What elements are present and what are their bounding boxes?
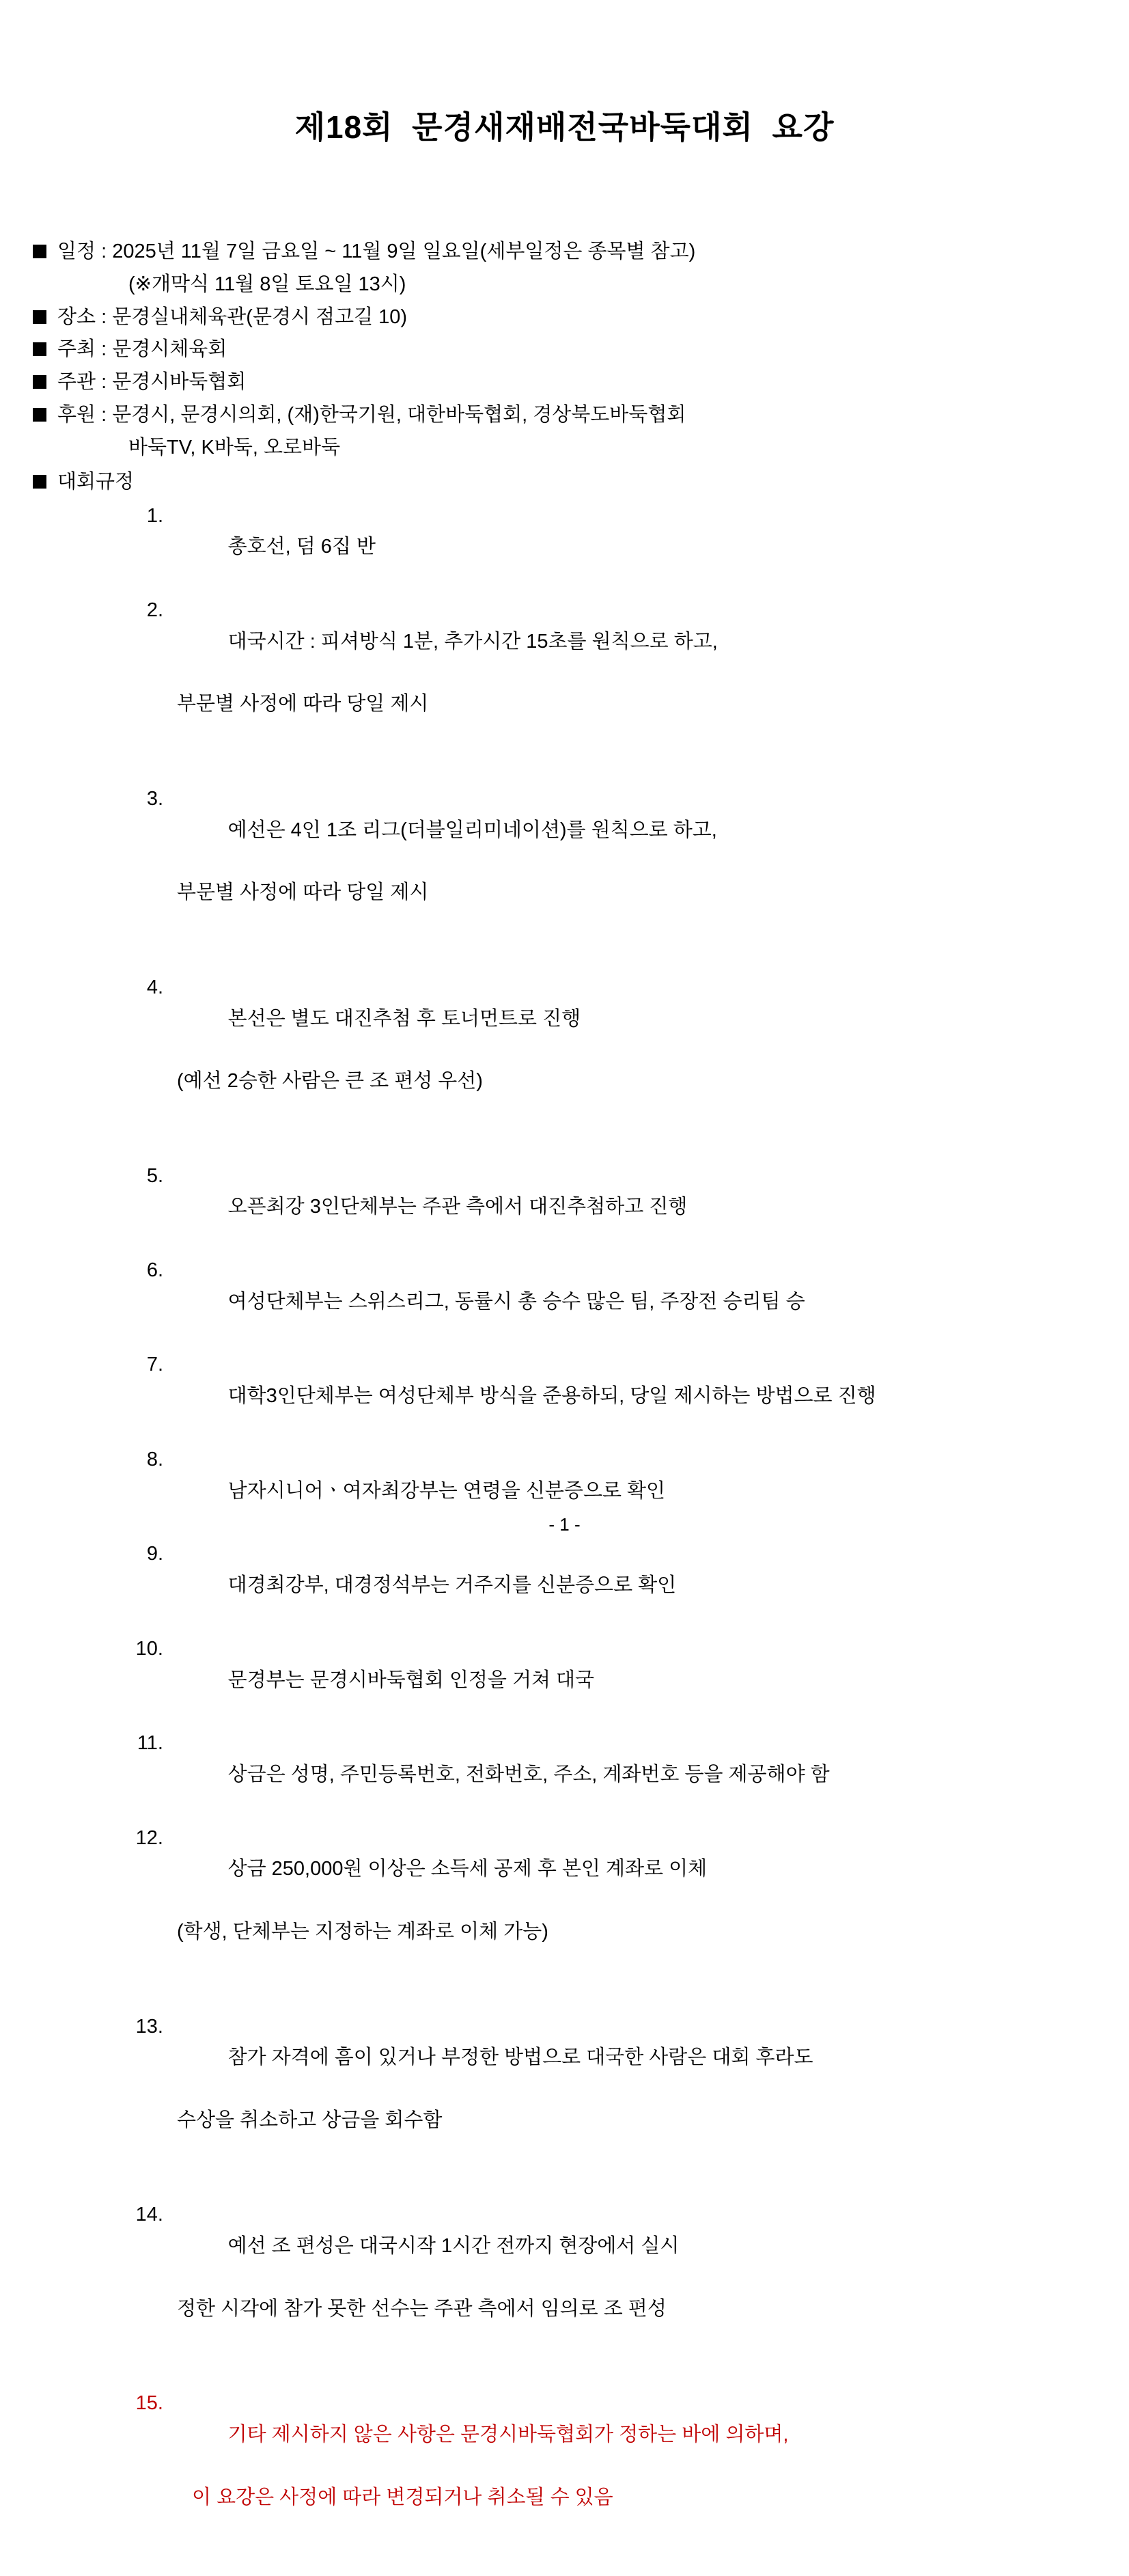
rule-line-2: 수상을 취소하고 상금을 회수함 bbox=[173, 2105, 813, 2137]
rule-number: 11. bbox=[125, 1728, 163, 1759]
rule-line-1: 대경최강부, 대경정석부는 거주지를 신분증으로 확인 bbox=[228, 1574, 677, 1596]
info-item-venue-text: 장소 : 문경실내체육관(문경시 점고길 10) bbox=[57, 302, 407, 333]
rules-heading-text: 대회규정 bbox=[57, 467, 134, 498]
list-item bbox=[125, 784, 1129, 972]
rule-line-1: 예선 조 편성은 대국시작 1시간 전까지 현장에서 실시 bbox=[228, 2235, 680, 2257]
rule-text bbox=[173, 972, 581, 1160]
rule-line-1: 상금은 성명, 주민등록번호, 전화번호, 주소, 계좌번호 등을 제공해야 함 bbox=[228, 1764, 830, 1785]
rule-text bbox=[173, 1255, 805, 1349]
rule-number: 13. bbox=[125, 2012, 163, 2043]
rule-line-2: (학생, 단체부는 지정하는 계좌로 이체 가능) bbox=[173, 1917, 707, 1948]
rule-text bbox=[173, 1728, 830, 1822]
rule-number: 7. bbox=[125, 1349, 163, 1381]
rule-number: 5. bbox=[125, 1161, 163, 1192]
rule-text bbox=[173, 1161, 687, 1255]
rule-number: 15. bbox=[125, 2388, 163, 2420]
rule-line-1: 기타 제시하지 않은 사항은 문경시바둑협회가 정하는 바에 의하며, bbox=[228, 2424, 789, 2445]
list-item bbox=[125, 501, 1129, 594]
square-bullet-icon bbox=[33, 475, 46, 489]
square-bullet-icon bbox=[33, 408, 46, 422]
list-item bbox=[125, 972, 1129, 1160]
rule-number: 4. bbox=[125, 972, 163, 1004]
info-item-host-text: 주최 : 문경시체육회 bbox=[57, 334, 227, 366]
info-item-schedule-subtext: (※개막식 11월 8일 토요일 13시) bbox=[33, 269, 1129, 301]
square-bullet-icon bbox=[33, 375, 46, 389]
rule-line-1: 문경부는 문경시바둑협회 인정을 거쳐 대국 bbox=[228, 1669, 594, 1691]
info-item-schedule bbox=[33, 236, 1129, 268]
square-bullet-icon bbox=[33, 342, 46, 356]
rule-line-1: 상금 250,000원 이상은 소득세 공제 후 본인 계좌로 이체 bbox=[228, 1858, 708, 1880]
rule-line-2: 이 요강은 사정에 따라 변경되거나 취소될 수 있음 bbox=[173, 2482, 788, 2514]
rule-line-1: 총호선, 덤 6집 반 bbox=[228, 536, 376, 558]
list-item bbox=[125, 1634, 1129, 1727]
square-bullet-icon bbox=[33, 245, 46, 258]
document-body bbox=[0, 236, 1129, 2576]
rule-text bbox=[173, 595, 718, 783]
info-item-organizer-text: 주관 : 문경시바둑협회 bbox=[57, 367, 246, 398]
rule-number: 14. bbox=[125, 2200, 163, 2231]
info-item-organizer bbox=[33, 367, 1129, 398]
rule-line-1: 대국시간 : 피셔방식 1분, 추가시간 15초를 원칙으로 하고, bbox=[228, 631, 718, 653]
rule-text bbox=[173, 1823, 707, 2011]
list-item bbox=[125, 2200, 1129, 2387]
rule-line-1: 본선은 별도 대진추첨 후 토너먼트로 진행 bbox=[228, 1008, 581, 1030]
rule-number: 1. bbox=[125, 501, 163, 532]
rule-line-2: 정한 시각에 참가 못한 선수는 주관 측에서 임의로 조 편성 bbox=[173, 2294, 679, 2325]
list-item bbox=[125, 1539, 1129, 1632]
rule-text bbox=[173, 2200, 679, 2387]
rule-number: 6. bbox=[125, 1255, 163, 1287]
list-item bbox=[125, 2012, 1129, 2200]
rule-text bbox=[173, 1349, 876, 1443]
info-item-sponsor bbox=[33, 400, 1129, 431]
info-item-host bbox=[33, 334, 1129, 366]
rule-number: 3. bbox=[125, 784, 163, 815]
info-item-venue bbox=[33, 302, 1129, 333]
info-item-sponsor-subtext: 바둑TV, K바둑, 오로바둑 bbox=[33, 433, 1129, 464]
rule-line-1: 여성단체부는 스위스리그, 동률시 총 승수 많은 팀, 주장전 승리팀 승 bbox=[228, 1291, 805, 1313]
rule-text bbox=[173, 2012, 813, 2200]
rule-line-2: 부문별 사정에 따라 당일 제시 bbox=[173, 689, 718, 720]
rule-line-2: 부문별 사정에 따라 당일 제시 bbox=[173, 877, 717, 909]
rule-line-1: 오픈최강 3인단체부는 주관 측에서 대진추첨하고 진행 bbox=[228, 1196, 688, 1218]
rule-line-1: 남자시니어ㆍ여자최강부는 연령을 신분증으로 확인 bbox=[228, 1480, 665, 1502]
list-item bbox=[125, 1161, 1129, 1255]
list-item bbox=[125, 1349, 1129, 1443]
rules-list bbox=[33, 501, 1129, 2576]
list-item bbox=[125, 1255, 1129, 1349]
list-item bbox=[125, 1728, 1129, 1822]
square-bullet-icon bbox=[33, 310, 46, 324]
rule-line-1: 대학3인단체부는 여성단체부 방식을 준용하되, 당일 제시하는 방법으로 진행 bbox=[228, 1385, 876, 1407]
info-item-schedule-text: 일정 : 2025년 11월 7일 금요일 ~ 11월 9일 일요일(세부일정은 종목별 참고) bbox=[57, 236, 695, 268]
rule-number: 2. bbox=[125, 595, 163, 627]
rule-line-2: (예선 2승한 사람은 큰 조 편성 우선) bbox=[173, 1066, 581, 1097]
list-item bbox=[125, 2388, 1129, 2576]
rule-line-1: 참가 자격에 흠이 있거나 부정한 방법으로 대국한 사람은 대회 후라도 bbox=[228, 2046, 813, 2068]
rule-text bbox=[173, 501, 376, 594]
info-item-sponsor-text: 후원 : 문경시, 문경시의회, (재)한국기원, 대한바둑협회, 경상북도바둑협회 bbox=[57, 400, 686, 431]
list-item bbox=[125, 595, 1129, 783]
page-number: - 1 - bbox=[0, 1514, 1129, 1535]
rule-text bbox=[173, 1539, 676, 1632]
list-item bbox=[125, 1823, 1129, 2011]
rule-number: 10. bbox=[125, 1634, 163, 1665]
rule-number: 12. bbox=[125, 1823, 163, 1854]
page-title: 제18회 문경새재배전국바둑대회 요강 bbox=[0, 0, 1129, 148]
rule-line-1: 예선은 4인 1조 리그(더블일리미네이션)를 원칙으로 하고, bbox=[228, 819, 717, 841]
rule-text bbox=[173, 2388, 788, 2576]
rules-heading bbox=[33, 467, 1129, 498]
rule-text bbox=[173, 784, 717, 972]
rule-number: 9. bbox=[125, 1539, 163, 1570]
rule-number: 8. bbox=[125, 1444, 163, 1476]
rule-text bbox=[173, 1634, 594, 1727]
